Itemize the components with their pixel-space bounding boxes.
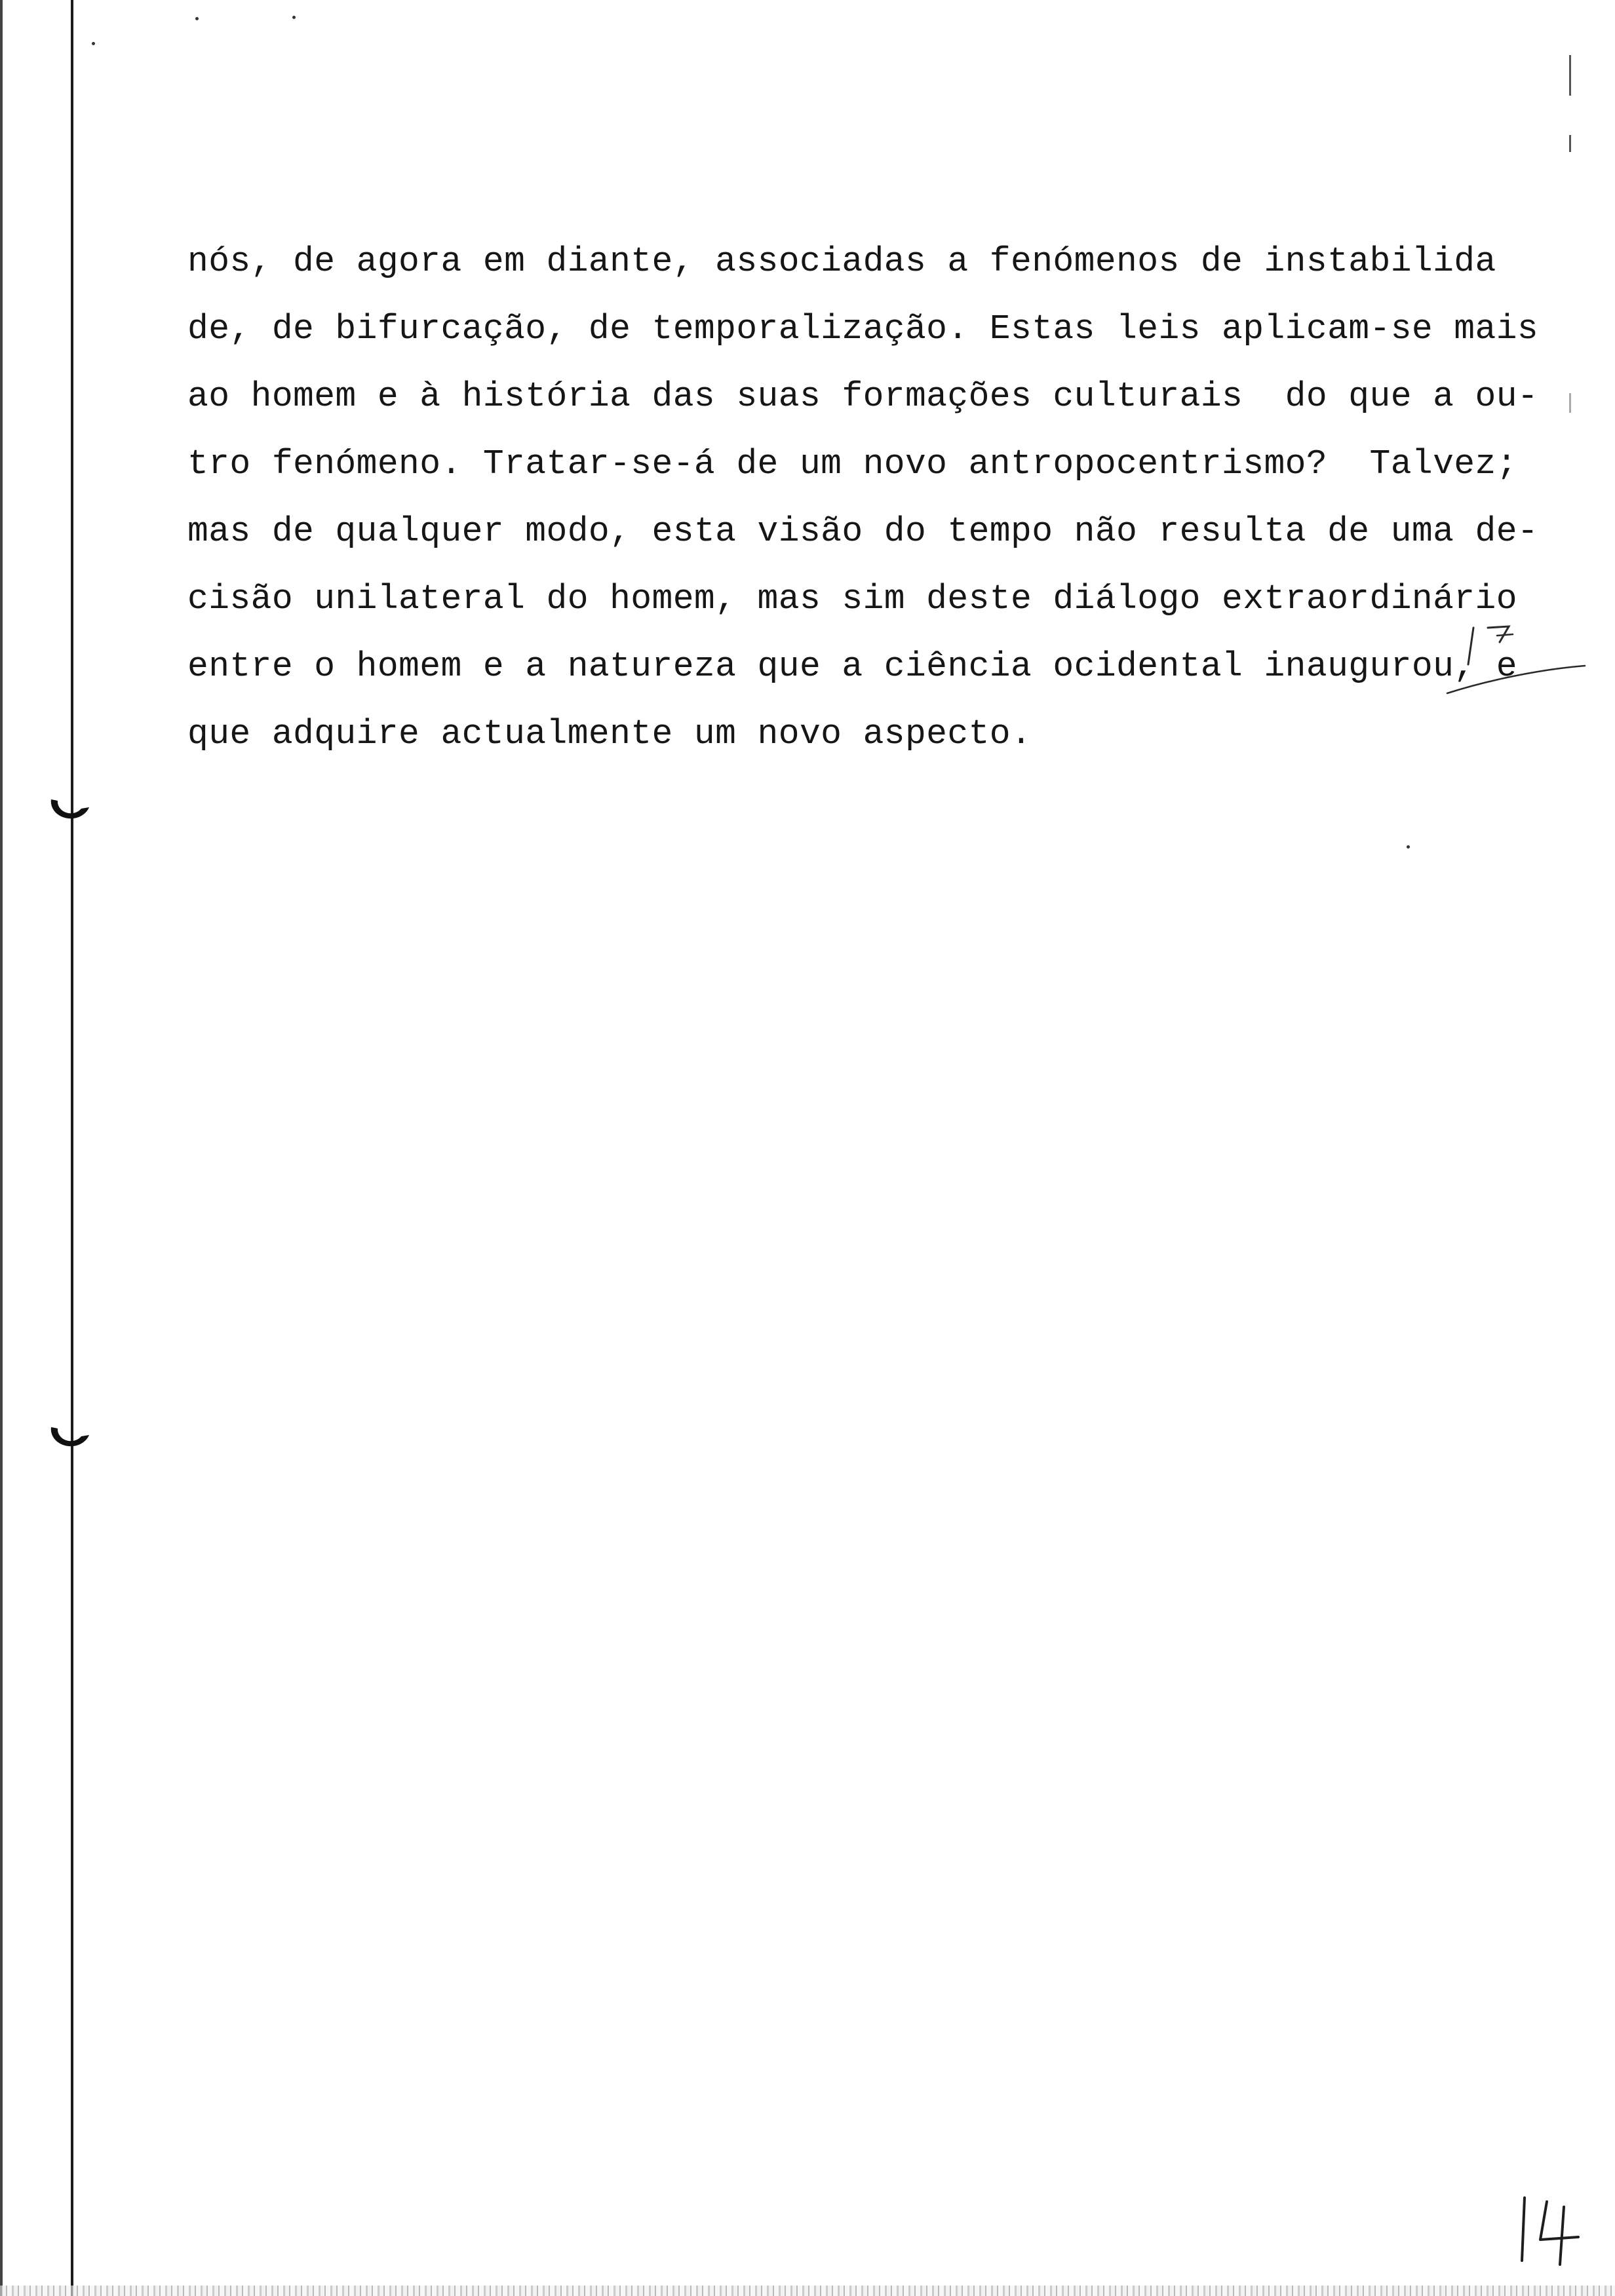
handwritten-page-number	[1508, 2189, 1586, 2277]
scan-speck	[92, 42, 95, 45]
text-line: entre o homem e a natureza que a ciência ocidental inaugurou, e	[187, 647, 1517, 686]
text-line: ao homem e à história das suas formações culturais do que a ou-	[187, 377, 1539, 416]
scan-speck	[292, 16, 296, 19]
scan-bottom-edge	[0, 2286, 1615, 2296]
text-line: tro fenómeno. Tratar-se-á de um novo antropocentrismo? Talvez;	[187, 444, 1517, 484]
margin-rule	[71, 0, 73, 2296]
scan-speck	[195, 17, 199, 20]
text-line: de, de bifurcação, de temporalização. Estas leis aplicam-se mais	[187, 309, 1539, 349]
scan-tick	[1569, 55, 1571, 96]
binder-hole-icon	[47, 1421, 93, 1459]
scan-tick	[1569, 135, 1571, 152]
scan-speck	[1407, 845, 1410, 849]
scan-tick	[1569, 393, 1571, 413]
text-line: mas de qualquer modo, esta visão do tempo não resulta de uma de-	[187, 512, 1539, 551]
text-line: nós, de agora em diante, associadas a fenómenos de instabilida	[187, 242, 1496, 281]
handwritten-margin-note	[1445, 616, 1589, 704]
text-line: cisão unilateral do homem, mas sim deste diálogo extraordinário	[187, 579, 1517, 619]
typed-text-body	[187, 228, 1539, 768]
text-line: que adquire actualmente um novo aspecto.	[187, 714, 1032, 754]
binder-hole-icon	[47, 793, 93, 831]
page-edge	[0, 0, 3, 2296]
